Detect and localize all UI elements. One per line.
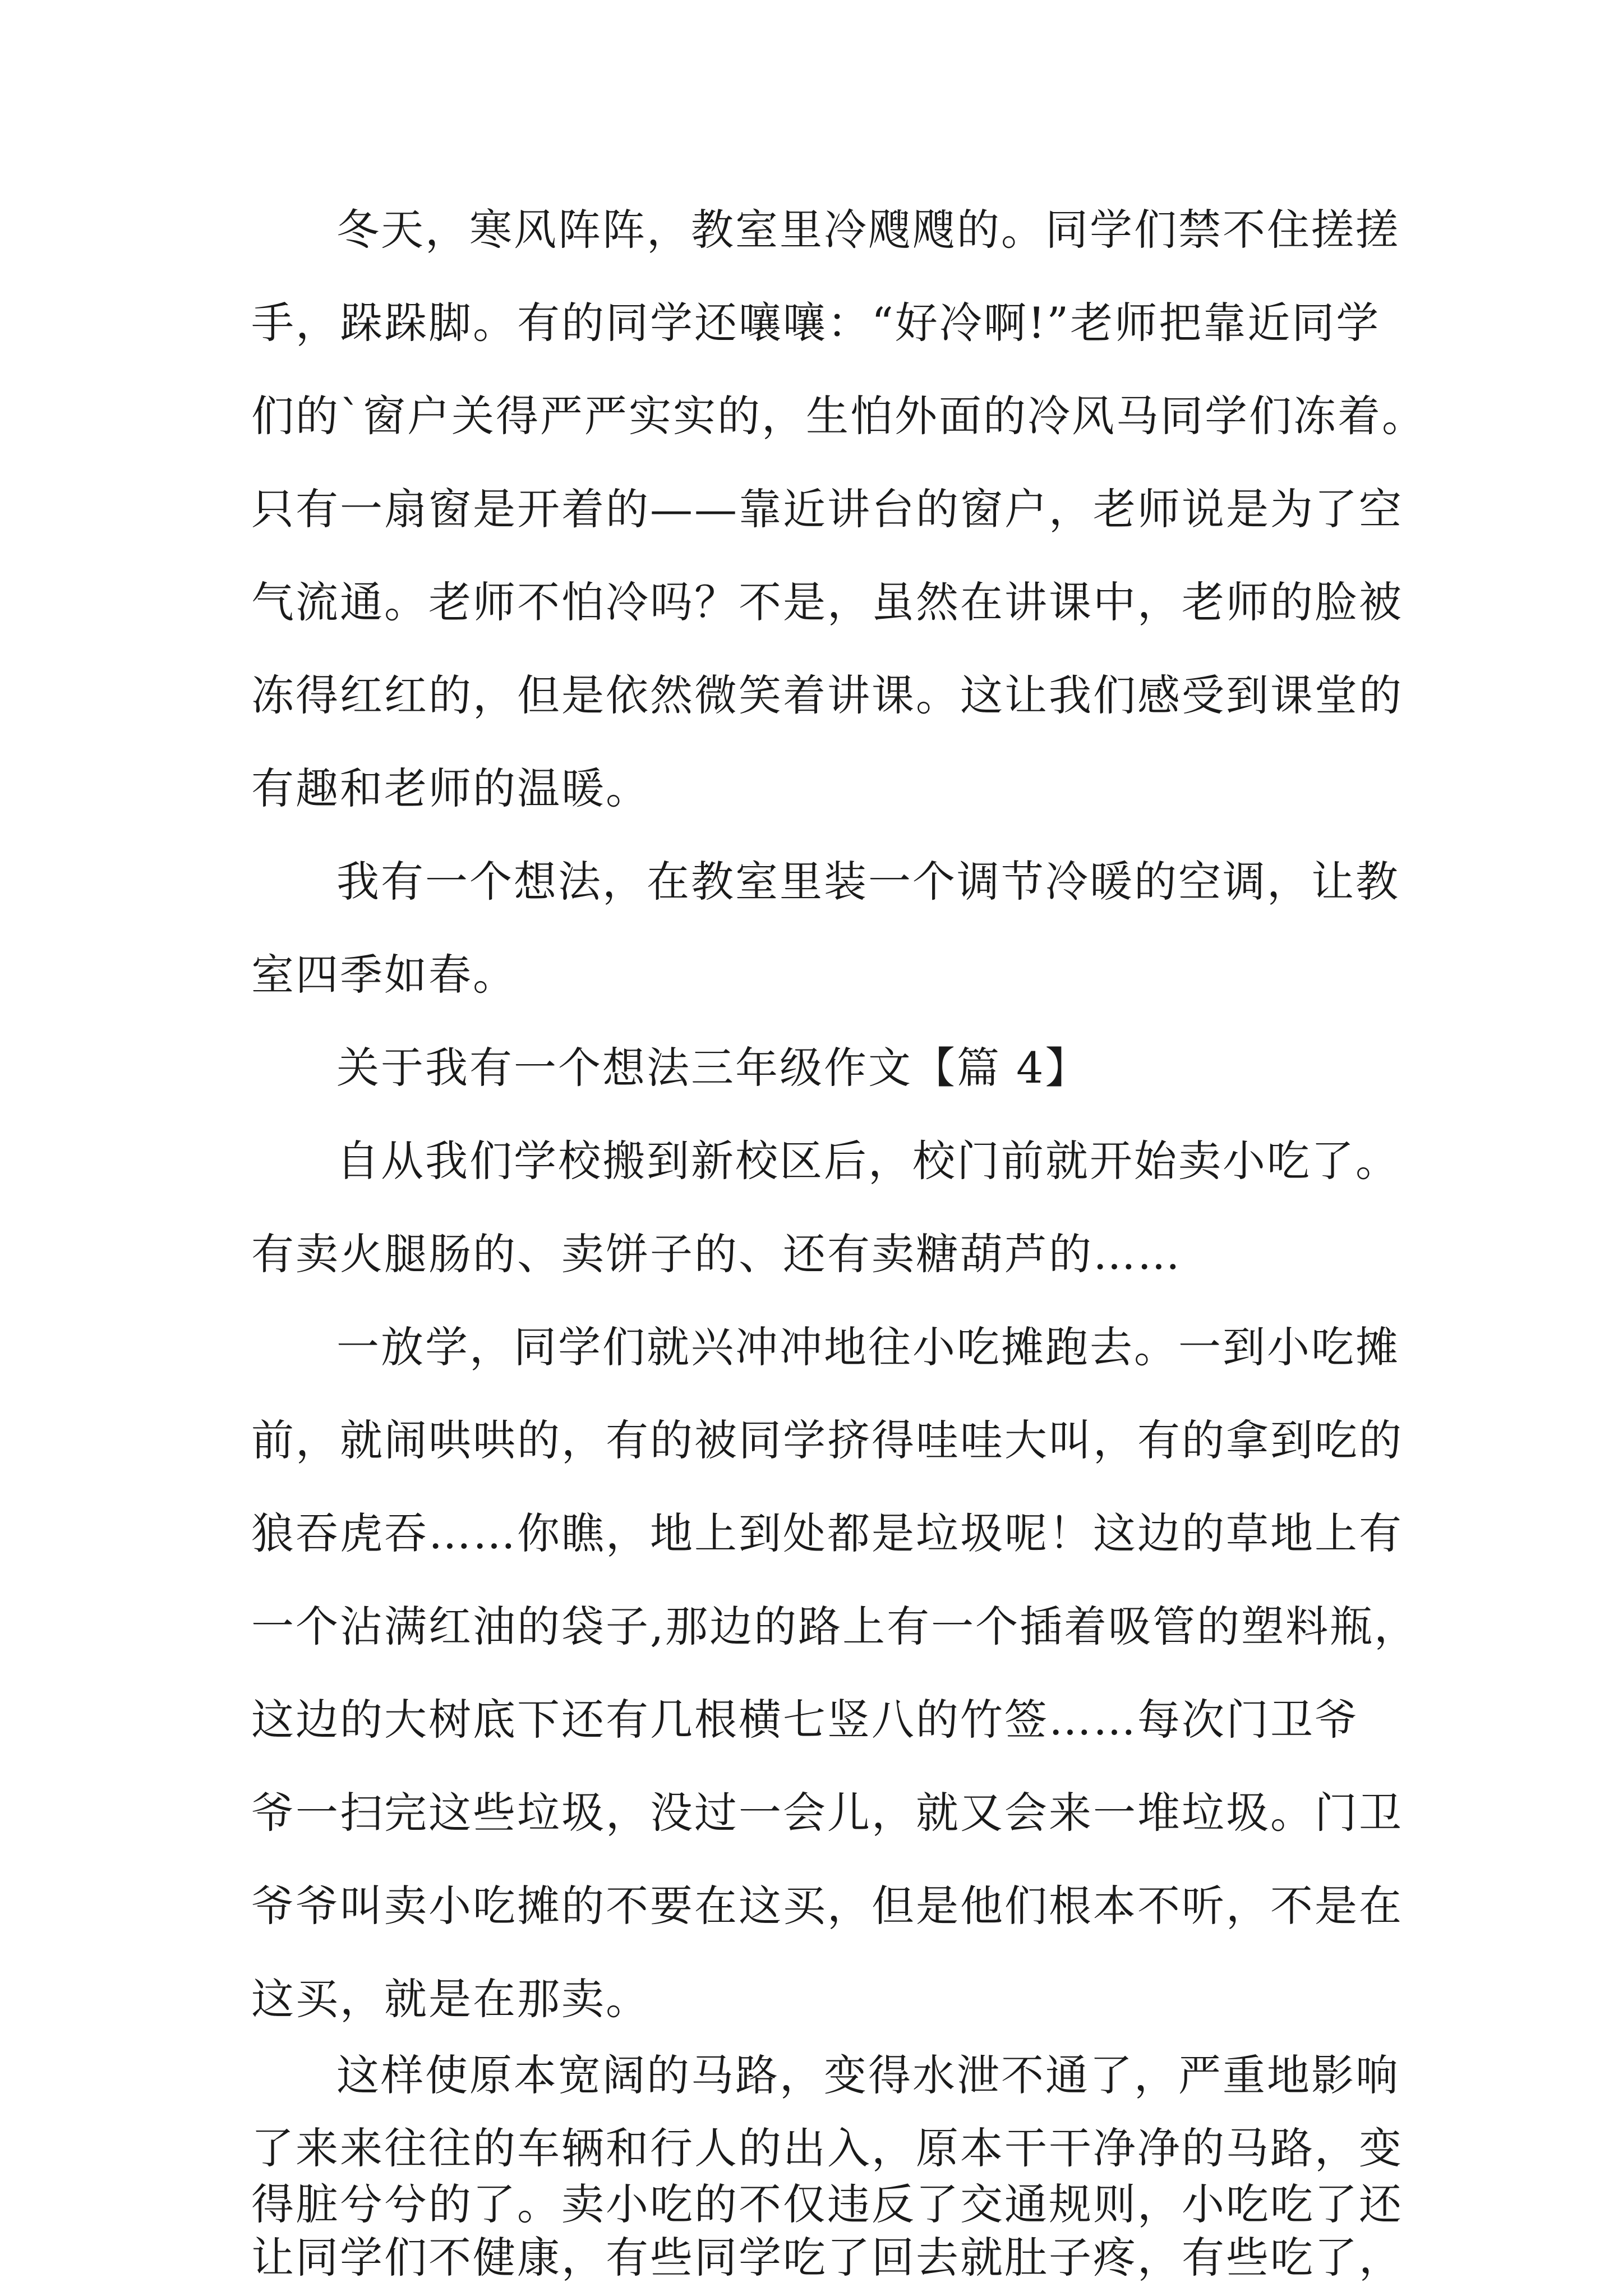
text-line: 让同学们不健康，有些同学吃了回去就肚子疼，有些吃了， bbox=[251, 2233, 1403, 2283]
text-line: 这样使原本宽阔的马路，变得水泄不通了，严重地影响 bbox=[336, 2050, 1400, 2100]
text-line: 手，跺跺脚。有的同学还嚷嚷：“好冷啊!”老师把靠近同学 bbox=[251, 298, 1381, 348]
text-line: 们的`窗户关得严严实实的，生怕外面的冷风马同学们冻着。 bbox=[251, 391, 1426, 441]
text-line: 这买，就是在那卖。 bbox=[251, 1974, 650, 2024]
text-line: 得脏兮兮的了。卖小吃的不仅违反了交通规则，小吃吃了还 bbox=[251, 2179, 1403, 2229]
text-line: 自从我们学校搬到新校区后，校门前就开始卖小吃了。 bbox=[336, 1136, 1400, 1186]
text-line: 这边的大树底下还有几根横七竖八的竹签……每次门卫爷 bbox=[251, 1695, 1359, 1745]
text-line: 爷爷叫卖小吃摊的不要在这买，但是他们根本不听，不是在 bbox=[251, 1881, 1403, 1931]
text-line: 只有一扇窗是开着的——靠近讲台的窗户，老师说是为了空 bbox=[251, 484, 1403, 534]
text-line: 气流通。老师不怕冷吗？不是，虽然在讲课中，老师的脸被 bbox=[251, 577, 1403, 627]
text-line: 室四季如春。 bbox=[251, 950, 517, 1000]
text-line: 一个沾满红油的袋子,那边的路上有一个插着吸管的塑料瓶， bbox=[251, 1602, 1419, 1651]
text-line: 有卖火腿肠的、卖饼子的、还有卖糖葫芦的…… bbox=[251, 1229, 1182, 1279]
text-line: 了来来往往的车辆和行人的出入，原本干干净净的马路，变 bbox=[251, 2123, 1403, 2173]
text-line: 狼吞虎吞……你瞧，地上到处都是垃圾呢！这边的草地上有 bbox=[251, 1508, 1403, 1558]
text-line: 爷一扫完这些垃圾，没过一会儿，就又会来一堆垃圾。门卫 bbox=[251, 1788, 1403, 1838]
text-line: 我有一个想法，在教室里装一个调节冷暖的空调，让教 bbox=[336, 857, 1400, 907]
text-line: 冬天，寒风阵阵，教室里冷飕飕的。同学们禁不住搓搓 bbox=[336, 205, 1400, 255]
section-heading: 关于我有一个想法三年级作文【篇 4】 bbox=[336, 1043, 1090, 1093]
text-line: 冻得红红的，但是依然微笑着讲课。这让我们感受到课堂的 bbox=[251, 670, 1403, 720]
text-line: 一放学，同学们就兴冲冲地往小吃摊跑去。一到小吃摊 bbox=[336, 1322, 1400, 1372]
text-line: 有趣和老师的温暖。 bbox=[251, 763, 650, 813]
text-line: 前，就闹哄哄的，有的被同学挤得哇哇大叫，有的拿到吃的 bbox=[251, 1415, 1403, 1465]
